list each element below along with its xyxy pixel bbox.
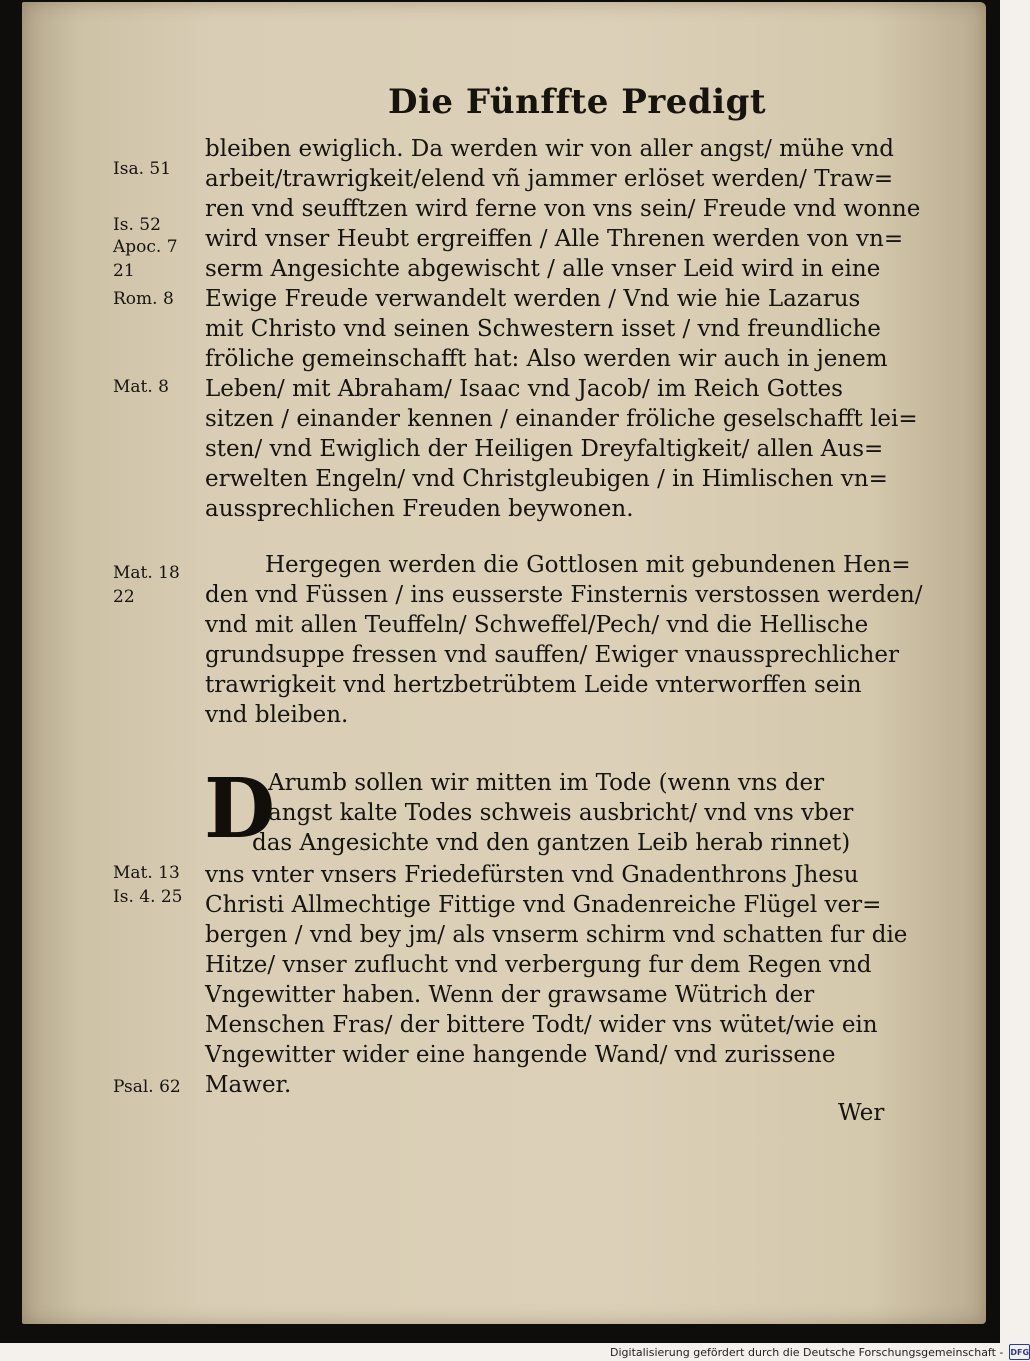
text-line: Vngewitter haben. Wenn der grawsame Wütrich der (205, 982, 815, 1008)
digitization-credit (610, 1343, 1030, 1361)
marginal-reference: Is. 4. 25 (113, 887, 183, 907)
text-line: sten/ vnd Ewiglich der Heiligen Dreyfaltigkeit/ allen Aus= (205, 436, 884, 462)
text-line: aussprechlichen Freuden beywonen. (205, 496, 634, 522)
marginal-reference: Mat. 8 (113, 377, 169, 397)
marginal-reference: 21 (113, 261, 135, 281)
marginal-reference: Apoc. 7 (113, 237, 178, 257)
text-line: wird vnser Heubt ergreiffen / Alle Threnen werden von vn= (205, 226, 904, 252)
text-line: vns vnter vnsers Friedefürsten vnd Gnadenthrons Jhesu (205, 862, 859, 888)
text-line: serm Angesichte abgewischt / alle vnser Leid wird in eine (205, 256, 881, 282)
marginal-reference: Mat. 18 (113, 563, 180, 583)
marginal-reference: Is. 52 (113, 215, 161, 235)
text-line: Arumb sollen wir mitten im Tode (wenn vns der (268, 770, 825, 796)
text-line: Leben/ mit Abraham/ Isaac vnd Jacob/ im Reich Gottes (205, 376, 843, 402)
credit-text: Digitalisierung gefördert durch die Deutsche Forschungsgemeinschaft - (610, 1345, 1004, 1359)
marginal-reference: Psal. 62 (113, 1077, 181, 1097)
text-line: Christi Allmechtige Fittige vnd Gnadenreiche Flügel ver= (205, 892, 882, 918)
running-head: Die Fünffte Predigt (388, 82, 767, 122)
text-line: das Angesichte vnd den gantzen Leib herab rinnet) (252, 830, 851, 856)
text-line: Hitze/ vnser zuflucht vnd verbergung fur dem Regen vnd (205, 952, 872, 978)
catchword: Wer (838, 1100, 885, 1126)
text-line: Hergegen werden die Gottlosen mit gebundenen Hen= (265, 552, 911, 578)
dfg-logo-icon[interactable]: DFG (1009, 1344, 1030, 1360)
text-line: mit Christo vnd seinen Schwestern isset / vnd freundliche (205, 316, 881, 342)
text-line: fröliche gemeinschafft hat: Also werden wir auch in jenem (205, 346, 888, 372)
text-line: erwelten Engeln/ vnd Christgleubigen / in Himlischen vn= (205, 466, 888, 492)
text-line: vnd mit allen Teuffeln/ Schweffel/Pech/ vnd die Hellische (205, 612, 869, 638)
text-line: grundsuppe fressen vnd sauffen/ Ewiger vnaussprechlicher (205, 642, 899, 668)
text-line: bergen / vnd bey jm/ als vnserm schirm vnd schatten fur die (205, 922, 908, 948)
text-line: Vngewitter wider eine hangende Wand/ vnd zurissene (205, 1042, 836, 1068)
marginal-reference: 22 (113, 587, 135, 607)
text-line: Ewige Freude verwandelt werden / Vnd wie hie Lazarus (205, 286, 861, 312)
text-line: bleiben ewiglich. Da werden wir von aller angst/ mühe vnd (205, 136, 895, 162)
text-line: angst kalte Todes schweis ausbricht/ vnd vns vber (268, 800, 854, 826)
text-line: den vnd Füssen / ins eusserste Finsternis verstossen werden/ (205, 582, 923, 608)
text-line: trawrigkeit vnd hertzbetrübtem Leide vnterworffen sein (205, 672, 862, 698)
text-line: arbeit/trawrigkeit/elend vñ jammer erlöset werden/ Traw= (205, 166, 894, 192)
text-line: sitzen / einander kennen / einander fröliche geselschafft lei= (205, 406, 918, 432)
text-line: ren vnd seufftzen wird ferne von vns sein/ Freude vnd wonne (205, 196, 921, 222)
decorated-initial: D (204, 761, 276, 857)
marginal-reference: Mat. 13 (113, 863, 180, 883)
text-line: vnd bleiben. (205, 702, 349, 728)
text-line: Mawer. (205, 1072, 292, 1098)
marginal-reference: Isa. 51 (113, 159, 172, 179)
marginal-reference: Rom. 8 (113, 289, 174, 309)
text-line: Menschen Fras/ der bittere Todt/ wider vns wütet/wie ein (205, 1012, 878, 1038)
